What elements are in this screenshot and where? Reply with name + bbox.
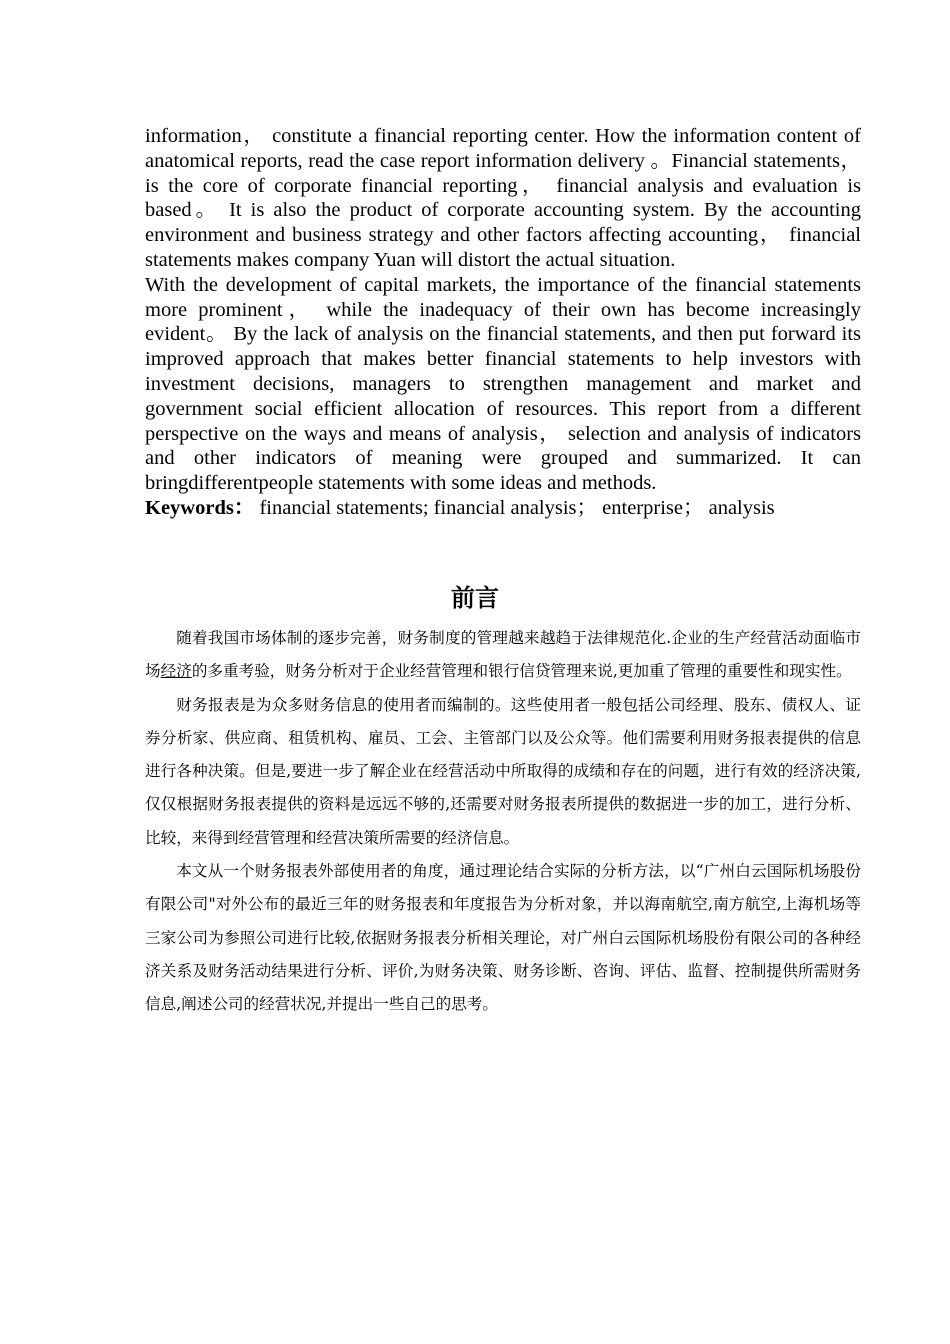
english-abstract: [145, 124, 861, 521]
preface-title: 前言: [451, 584, 499, 612]
preface-paragraph-3: 本文从一个财务报表外部使用者的角度，通过理论结合实际的分析方法，以“广州白云国际机场股份有限公司"对外公布的最近三年的财务报表和年度报告为分析对象，并以海南航空,南方航空,上海机场等三家公司为参照公司进行比较,依据财务报表分析相关理论，对广州白云国际机场股份有限公司的各种经济关系及财务活动结果进行分析、评价,为财务决策、财务诊断、咨询、评估、监督、控制提供所需财务信息,阐述公司的经营状况,并提出一些自己的思考。: [145, 862, 861, 1014]
abstract-paragraph-1: information， constitute a financial reporting center. How the information content of anatomical reports, read the case report information delivery 。Financial statements， is the core of corporate financial reporting， financial analysis and evaluation is based。 It is also the product of corporate accounting system. By the accounting environment and business strategy and other factors affecting accounting， financial statements makes company Yuan will distort the actual situation.: [145, 125, 861, 271]
abstract-paragraph-2: With the development of capital markets, the importance of the financial statements more prominent， while the inadequacy of their own has become increasingly evident。 By the lack of analysis on the financial statements, and then put forward its improved approach that makes better financial statements to help investors with investment decisions, managers to strengthen management and market and government social efficient allocation of resources. This report from a different perspective on the ways and means of analysis， selection and analysis of indicators and other indicators of meaning were grouped and summarized. It can bringdifferentpeople statements with some ideas and methods.: [145, 273, 861, 495]
preface-paragraph-2: 财务报表是为众多财务信息的使用者而编制的。这些使用者一般包括公司经理、股东、债权人、证券分析家、供应商、租赁机构、雇员、工会、主管部门以及公众等。他们需要利用财务报表提供的信息进行各种决策。但是,要进一步了解企业在经营活动中所取得的成绩和存在的问题，进行有效的经济决策,仅仅根据财务报表提供的资料是远远不够的,还需要对财务报表所提供的数据进一步的加工，进行分析、比较，来得到经营管理和经营决策所需要的经济信息。: [145, 695, 861, 847]
preface-p1-text-b: 的多重考验，财务分析对于企业经营管理和银行信贷管理来说,更加重了管理的重要性和现实性。: [191, 662, 852, 681]
preface-paragraph-1: [145, 622, 861, 689]
preface-body: [145, 622, 861, 1022]
keywords-line: [145, 496, 861, 521]
economy-link[interactable]: 经济: [160, 662, 192, 681]
keywords-label: Keywords：: [145, 496, 255, 519]
preface-p1-text-a: 随着我国市场体制的逐步完善，财务制度的管理越来越趋于法律规范化.企业的生产经营活动面临市场: [145, 629, 861, 681]
keywords-text: financial statements; financial analysis； enterprise； analysis: [254, 496, 775, 519]
